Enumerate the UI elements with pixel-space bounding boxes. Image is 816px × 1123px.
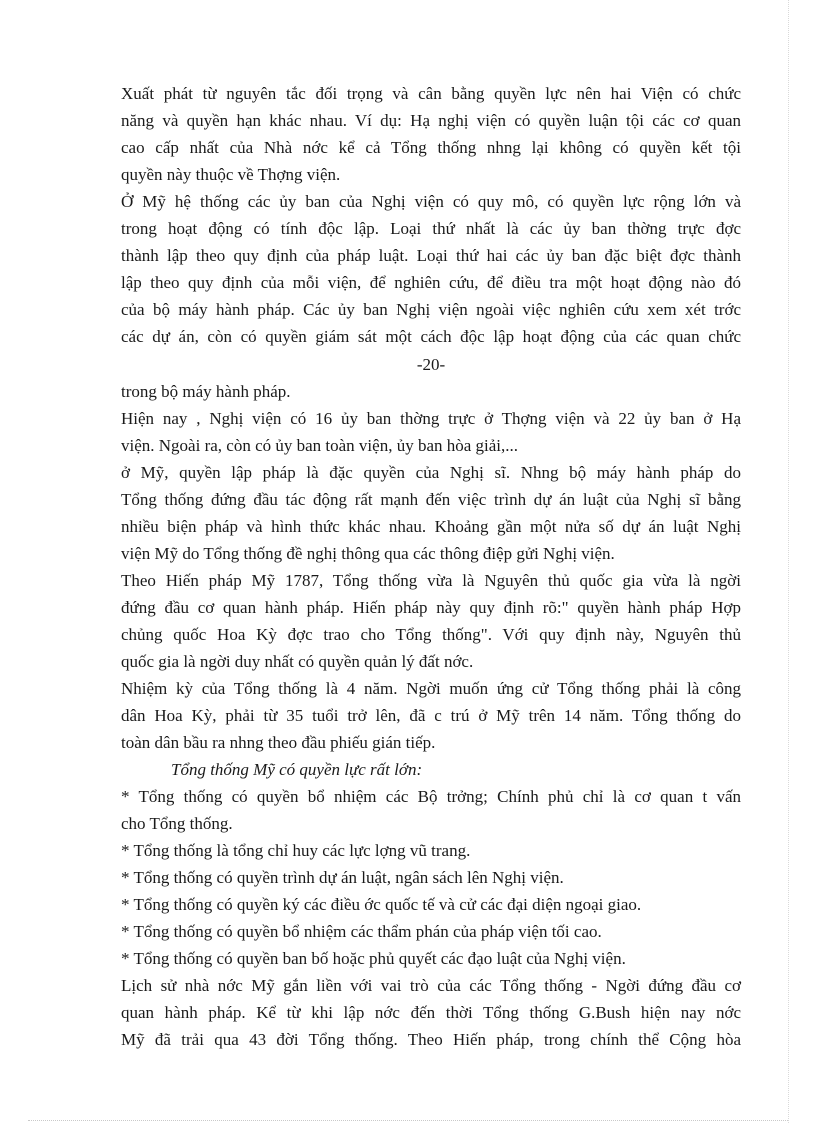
text-line: thành lập theo quy định của pháp luật. Loại thứ hai các ủy ban đặc biệt đợc thành <box>121 246 741 265</box>
text-line: Tổng thống đứng đầu tác động rất mạnh đến việc trình dự án luật của Nghị sĩ bằng <box>121 490 741 509</box>
text-line: trong hoạt động có tính độc lập. Loại thứ nhất là các ủy ban thờng trực đợc <box>121 219 741 238</box>
text-line: Mỹ đã trải qua 43 đời Tổng thống. Theo Hiến pháp, trong chính thể Cộng hòa <box>121 1030 741 1049</box>
text-line: cao cấp nhất của Nhà nớc kể cả Tổng thống nhng lại không có quyền kết tội <box>121 138 741 157</box>
list-item: * Tổng thống có quyền ban bố hoặc phủ quyết các đạo luật của Nghị viện. <box>121 949 626 968</box>
text-line: đứng đầu cơ quan hành pháp. Hiến pháp này quy định rõ:" quyền hành pháp Hợp <box>121 598 741 617</box>
text-line: của bộ máy hành pháp. Các ủy ban Nghị viện ngoài việc nghiên cứu xem xét trớc <box>121 300 741 319</box>
text-line: quyền này thuộc về Thợng viện. <box>121 165 341 184</box>
list-item: * Tổng thống có quyền bổ nhiệm các thẩm phán của pháp viện tối cao. <box>121 922 602 941</box>
text-line: viện. Ngoài ra, còn có ủy ban toàn viện, ủy ban hòa giải,... <box>121 436 519 455</box>
text-line: Hiện nay , Nghị viện có 16 ủy ban thờng trực ở Thợng viện và 22 ủy ban ở Hạ <box>121 409 741 428</box>
text-line: Xuất phát từ nguyên tắc đối trọng và cân bằng quyền lực nên hai Viện có chức <box>121 84 741 103</box>
text-line: Ở Mỹ hệ thống các ủy ban của Nghị viện có quy mô, có quyền lực rộng lớn và <box>121 192 741 211</box>
list-item: * Tổng thống là tổng chỉ huy các lực lợng vũ trang. <box>121 841 471 860</box>
text-line: toàn dân bầu ra nhng theo đầu phiếu gián tiếp. <box>121 733 436 752</box>
page-number: -20- <box>416 355 446 374</box>
page-right-border <box>788 0 789 1123</box>
text-line: năng và quyền hạn khác nhau. Ví dụ: Hạ nghị viện có quyền luận tội các cơ quan <box>121 111 741 130</box>
list-item: * Tổng thống có quyền ký các điều ớc quốc tế và cử các đại diện ngoại giao. <box>121 895 642 914</box>
text-line: Nhiệm kỳ của Tổng thống là 4 năm. Ngời muốn ứng cử Tổng thống phải là công <box>121 679 741 698</box>
list-item: * Tổng thống có quyền trình dự án luật, ngân sách lên Nghị viện. <box>121 868 564 887</box>
text-line: viện Mỹ do Tổng thống đề nghị thông qua các thông điệp gửi Nghị viện. <box>121 544 615 563</box>
text-line: quốc gia là ngời duy nhất có quyền quản lý đất nớc. <box>121 652 474 671</box>
list-item: cho Tổng thống. <box>121 814 233 833</box>
text-line: ở Mỹ, quyền lập pháp là đặc quyền của Nghị sĩ. Nhng bộ máy hành pháp do <box>121 463 741 482</box>
text-line: lập theo quy định của mỗi viện, để nghiên cứu, để điều tra một hoạt động nào đó <box>121 273 741 292</box>
list-item: * Tổng thống có quyền bổ nhiệm các Bộ trởng; Chính phủ chỉ là cơ quan t vấn <box>121 787 741 806</box>
text-line: Theo Hiến pháp Mỹ 1787, Tổng thống vừa là Nguyên thủ quốc gia vừa là ngời <box>121 571 741 590</box>
text-line: trong bộ máy hành pháp. <box>121 382 291 401</box>
text-line: quan hành pháp. Kể từ khi lập nớc đến thời Tổng thống G.Bush hiện nay nớc <box>121 1003 741 1022</box>
page-bottom-border <box>28 1120 788 1121</box>
text-line: các dự án, còn có quyền giám sát một cách độc lập hoạt động của các quan chức <box>121 327 741 346</box>
text-line: chủng quốc Hoa Kỳ đợc trao cho Tổng thống". Với quy định này, Nguyên thủ <box>121 625 741 644</box>
section-heading: Tổng thống Mỹ có quyền lực rất lớn: <box>171 760 423 779</box>
text-line: dân Hoa Kỳ, phải từ 35 tuổi trở lên, đã c trú ở Mỹ trên 14 năm. Tổng thống do <box>121 706 741 725</box>
text-line: Lịch sử nhà nớc Mỹ gắn liền với vai trò của các Tổng thống - Ngời đứng đầu cơ <box>121 976 741 995</box>
text-line: nhiều biện pháp và hình thức khác nhau. Khoảng gần một nửa số dự án luật Nghị <box>121 517 741 536</box>
